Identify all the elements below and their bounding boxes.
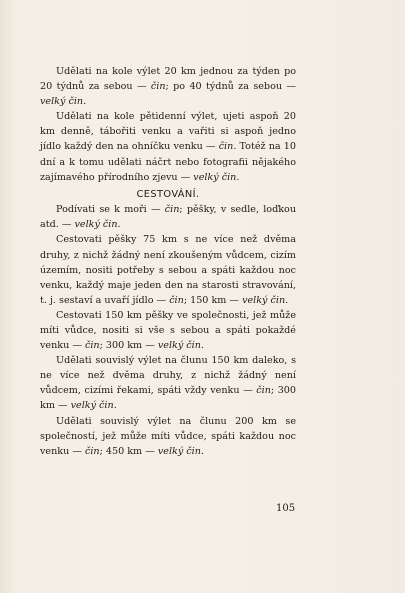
emphasis-text: čin: [218, 141, 234, 153]
body-text: . Totéž na 10 dní a k tomu udělati náčrt nebo fotografii nějakého zajímavého přírodního zjevu —: [40, 141, 296, 183]
emphasis-text: čin: [169, 294, 184, 306]
body-text: Cestovati 150 km pěšky ve společnosti, jež může míti vůdce, nositi si vše s sebou a spáti pokaždé venku —: [40, 309, 296, 352]
text-block: [40, 64, 296, 459]
body-text: Podívati se k moři —: [56, 204, 165, 216]
page-number: 105: [276, 503, 296, 514]
section-heading: CESTOVÁNÍ.: [136, 188, 200, 200]
body-text: Cestovati pěšky 75 km s ne více než dvěma druhy, z nichž žádný není zkoušeným vůdcem, cizím územím, nositi potřeby s sebou a spáti každou noc venku, každý maje jeden den na starosti stravování, t. j. sestaví a uvaří jídlo —: [40, 234, 296, 306]
emphasis-text: čin: [164, 204, 180, 216]
body-text: Udělati souvislý výlet na člunu 150 km daleko, s ne více než dvěma druhy, z nichž žádný není vůdcem, cizími řekami, spáti vždy venku —: [40, 355, 296, 397]
body-text: ; po 40 týdnů za sebou —: [165, 81, 296, 93]
paragraph: [40, 232, 296, 307]
body-text: .: [117, 219, 121, 231]
paragraph: [40, 202, 296, 232]
paragraph: [40, 109, 296, 184]
body-text: ; 150 km —: [183, 294, 243, 306]
emphasis-text: čin: [150, 81, 166, 93]
body-text: ; 450 km —: [99, 445, 158, 457]
body-text: .: [285, 294, 289, 306]
emphasis-text: velký čin: [242, 294, 286, 306]
body-text: Udělati souvislý výlet na člunu 200 km se společností, jež může míti vůdce, spáti každou noc venku —: [40, 415, 296, 457]
emphasis-text: čin: [84, 445, 100, 457]
emphasis-text: čin: [256, 385, 271, 397]
paragraph: [40, 64, 296, 109]
body-text: .: [236, 171, 240, 183]
emphasis-text: velký čin: [74, 219, 118, 231]
emphasis-text: čin: [84, 340, 100, 352]
body-text: .: [83, 96, 87, 108]
emphasis-text: velký čin: [157, 445, 201, 457]
body-text: ; 300 km —: [99, 340, 158, 352]
body-text: Udělati na kole výlet 20 km jednou za týden po 20 týdnů za sebou —: [40, 66, 296, 93]
body-text: .: [200, 340, 204, 352]
emphasis-text: velký čin: [193, 171, 237, 183]
body-text: Udělati na kole pětidenní výlet, ujeti aspoň 20 km denně, tábořiti venku a vařiti si aspoň jedno jídlo každý den na ohníčku venku —: [40, 111, 296, 153]
body-text: .: [113, 400, 117, 412]
emphasis-text: velký čin: [70, 400, 114, 412]
paragraph: [40, 414, 296, 459]
body-text: ; 300 km —: [40, 385, 297, 412]
emphasis-text: velký čin: [40, 96, 84, 108]
body-text: ; pěšky, v sedle, loďkou atd. —: [40, 204, 296, 231]
body-text: .: [200, 445, 204, 457]
emphasis-text: velký čin: [157, 340, 201, 352]
paragraph: [40, 353, 296, 413]
paragraph: [40, 308, 296, 353]
